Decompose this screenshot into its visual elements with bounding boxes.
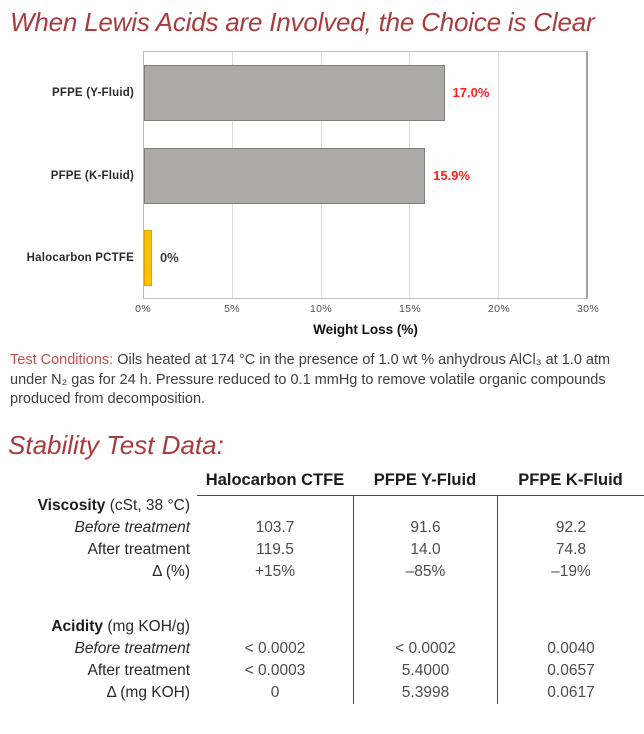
table-row-label: After treatment bbox=[87, 661, 190, 679]
table-section-title: Acidity (mg KOH/g) bbox=[51, 617, 190, 635]
table-cell: < 0.0003 bbox=[244, 661, 306, 679]
chart-row bbox=[50, 135, 586, 218]
axis-tick-label: 30% bbox=[577, 303, 599, 315]
column-header: PFPE K-Fluid bbox=[518, 470, 623, 489]
table-row-label: Δ (%) bbox=[152, 562, 190, 580]
axis-tick-label: 0% bbox=[135, 303, 151, 315]
bar-track bbox=[144, 230, 586, 286]
category-label: PFPE (Y-Fluid) bbox=[51, 87, 134, 100]
table-cell: 0.0617 bbox=[497, 682, 644, 704]
table-row-label: Before treatment bbox=[74, 518, 190, 536]
table-cell: 91.6 bbox=[353, 517, 497, 539]
test-conditions bbox=[10, 351, 634, 410]
table-row-label: Δ (mg KOH) bbox=[106, 683, 190, 701]
table-cell-empty bbox=[497, 616, 644, 638]
stability-table bbox=[0, 466, 644, 704]
table-spacer-cell bbox=[497, 583, 644, 616]
chart-row bbox=[26, 217, 586, 300]
page-title: When Lewis Acids are Involved, the Choice is Clear bbox=[10, 7, 595, 37]
table-cell: +15% bbox=[254, 562, 296, 580]
table-cell: 0 bbox=[270, 683, 280, 701]
table-cell: 103.7 bbox=[255, 518, 295, 536]
table-cell: 5.4000 bbox=[353, 660, 497, 682]
bar bbox=[144, 230, 152, 286]
table-row-label: Before treatment bbox=[74, 639, 190, 657]
table-cell: 74.8 bbox=[497, 539, 644, 561]
bar bbox=[144, 148, 425, 204]
table-cell-empty bbox=[353, 616, 497, 638]
axis-tick-label: 15% bbox=[399, 303, 421, 315]
chart-plot-area bbox=[26, 51, 588, 299]
category-label: PFPE (K-Fluid) bbox=[50, 169, 134, 182]
table-cell: < 0.0002 bbox=[353, 638, 497, 660]
table-section-title: Viscosity (cSt, 38 °C) bbox=[37, 496, 190, 514]
table-cell: 5.3998 bbox=[353, 682, 497, 704]
bar-track bbox=[144, 65, 586, 121]
bar bbox=[144, 65, 445, 121]
table-cell-empty bbox=[197, 495, 353, 517]
table-corner-cell bbox=[0, 466, 197, 495]
table-cell: 0.0657 bbox=[497, 660, 644, 682]
table-cell: –85% bbox=[353, 561, 497, 583]
weight-loss-chart bbox=[0, 51, 644, 337]
table-cell: 14.0 bbox=[353, 539, 497, 561]
test-conditions-label: Test Conditions: bbox=[10, 352, 114, 368]
category-label: Halocarbon PCTFE bbox=[26, 252, 134, 265]
x-axis-title: Weight Loss (%) bbox=[313, 322, 418, 337]
bar-value-label: 0% bbox=[159, 250, 179, 266]
test-conditions-text: Oils heated at 174 °C in the presence of 1.0 wt % anhydrous AlCl₃ at 1.0 atm under N₂ gas for 24 h. Pressure reduced to 0.1 mmHg to remove volatile organic compounds produced from decomposition. bbox=[10, 352, 611, 407]
column-header: PFPE Y-Fluid bbox=[373, 470, 477, 489]
table-cell-empty bbox=[497, 495, 644, 517]
x-axis bbox=[135, 303, 599, 318]
axis-tick-label: 10% bbox=[310, 303, 332, 315]
table-cell: 92.2 bbox=[497, 517, 644, 539]
axis-tick-label: 20% bbox=[488, 303, 510, 315]
bar-value-label: 15.9% bbox=[433, 167, 470, 183]
section-title: Stability Test Data: bbox=[8, 429, 224, 460]
bar-value-label: 17.0% bbox=[452, 85, 490, 101]
bar-track bbox=[144, 148, 586, 204]
column-header: Halocarbon CTFE bbox=[205, 470, 345, 489]
table-cell: < 0.0002 bbox=[244, 639, 306, 657]
slide bbox=[0, 7, 644, 734]
table-cell-empty bbox=[353, 495, 497, 517]
table-spacer-cell bbox=[197, 583, 353, 616]
chart-row bbox=[51, 52, 586, 135]
table-cell-empty bbox=[197, 616, 353, 638]
table-row-label: After treatment bbox=[87, 540, 190, 558]
table-cell: 0.0040 bbox=[497, 638, 644, 660]
table-spacer bbox=[0, 583, 197, 616]
axis-tick-label: 5% bbox=[224, 303, 240, 315]
table-spacer-cell bbox=[353, 583, 497, 616]
table-cell: 119.5 bbox=[256, 540, 294, 558]
table-cell: –19% bbox=[497, 561, 644, 583]
